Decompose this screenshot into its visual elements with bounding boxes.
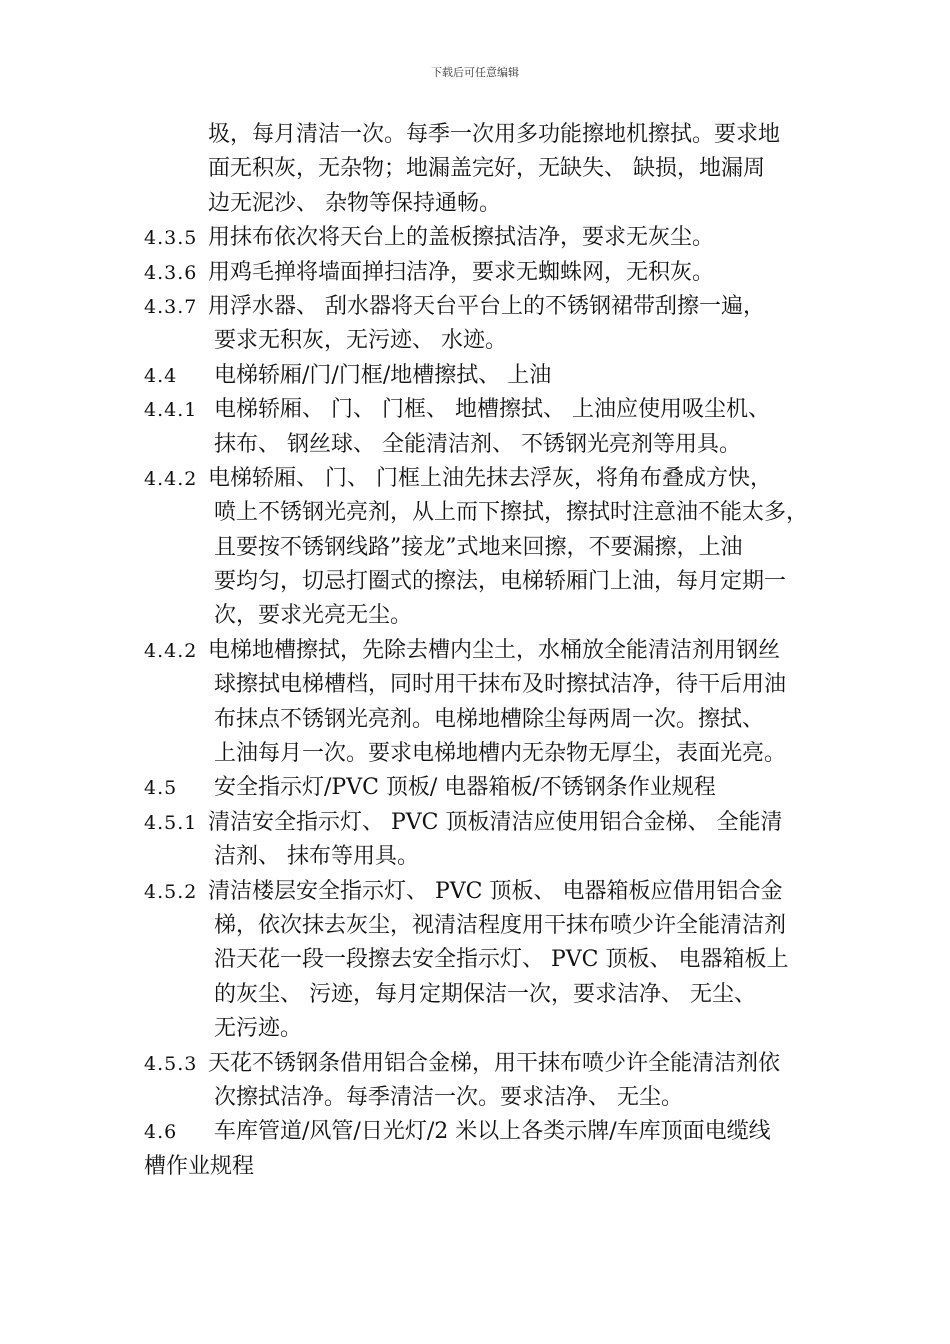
item-text: 用鸡毛掸将墙面掸扫洁净，要求无蜘蛛网，无积灰。 — [208, 259, 715, 285]
text-line — [0, 703, 950, 737]
section-heading-text: 电梯轿厢、 门、 门框、 地槽擦拭、 上油应使用吸尘机、 — [214, 397, 770, 423]
section-number: 4.3.5 — [144, 227, 198, 250]
line-text: 次，要求光亮无尘。 — [214, 603, 413, 629]
line-text: 球擦拭电梯槽档，同时用干抹布及时擦拭洁净，待干后用油 — [214, 672, 787, 698]
text-line — [0, 634, 950, 668]
text-line — [0, 875, 950, 909]
line-text: 且要按不锈钢线路”接龙”式地来回擦，不要漏擦，上油 — [214, 534, 743, 560]
text-line — [0, 978, 950, 1012]
line-text: 洁剂、 抹布等用具。 — [214, 844, 419, 870]
text-line — [0, 221, 950, 255]
section-number: 4.4 — [144, 364, 178, 387]
line-text: 布抹点不锈钢光亮剂。电梯地槽除尘每两周一次。擦拭、 — [214, 706, 765, 732]
section-number: 4.3.7 — [144, 295, 198, 318]
line-text: 上油每月一次。要求电梯地槽内无杂物无厚尘，表面光亮。 — [214, 741, 787, 767]
item-text: 天花不锈钢条借用铝合金梯，用干抹布喷少许全能清洁剂依 — [208, 1050, 781, 1076]
section-heading-text: 电梯轿厢/门/门框/地槽擦拭、 上油 — [214, 362, 552, 388]
text-line — [0, 806, 950, 840]
section-number: 4.6 — [144, 1121, 178, 1144]
text-line — [0, 393, 950, 427]
line-text: 槽作业规程 — [144, 1153, 255, 1179]
document-body — [0, 118, 950, 1184]
text-line — [0, 1012, 950, 1046]
text-line — [0, 256, 950, 290]
section-number: 4.4.2 — [144, 467, 198, 490]
text-line — [0, 187, 950, 221]
text-line — [0, 359, 950, 393]
line-text: 要均匀，切忌打圈式的擦法，电梯轿厢门上油，每月定期一 — [214, 569, 787, 595]
section-number: 4.5 — [144, 777, 178, 800]
text-line — [0, 840, 950, 874]
text-line — [0, 462, 950, 496]
line-text: 抹布、 钢丝球、 全能清洁剂、 不锈钢光亮剂等用具。 — [214, 431, 741, 457]
text-line — [0, 771, 950, 805]
line-text: 无污迹。 — [214, 1016, 303, 1042]
line-text: 次擦拭洁净。每季清洁一次。要求洁净、 无尘。 — [214, 1084, 683, 1110]
text-line — [0, 428, 950, 462]
section-number: 4.4.2 — [144, 639, 198, 662]
section-heading-text: 安全指示灯/PVC 顶板/ 电器箱板/不锈钢条作业规程 — [214, 775, 716, 801]
line-text: 圾，每月清洁一次。每季一次用多功能擦地机擦拭。要求地 — [208, 122, 781, 147]
section-heading-text: 车库管道/风管/日光灯/2 米以上各类示牌/车库顶面电缆线 — [214, 1119, 771, 1145]
text-line — [0, 324, 950, 358]
text-line — [0, 1081, 950, 1115]
line-text: 梯，依次抹去灰尘，视清洁程度用干抹布喷少许全能清洁剂 — [214, 912, 787, 938]
text-line — [0, 290, 950, 324]
text-line — [0, 1150, 950, 1184]
item-text: 用抹布依次将天台上的盖板擦拭洁净，要求无灰尘。 — [208, 225, 715, 251]
item-text: 用浮水器、 刮水器将天台平台上的不锈钢裙带刮擦一遍， — [208, 293, 765, 319]
text-line — [0, 943, 950, 977]
text-line — [0, 668, 950, 702]
section-number: 4.4.1 — [144, 399, 198, 422]
text-line — [0, 118, 950, 152]
line-text: 要求无积灰，无污迹、 水迹。 — [214, 328, 507, 354]
line-text: 边无泥沙、 杂物等保持通畅。 — [208, 190, 501, 216]
section-number: 4.3.6 — [144, 261, 198, 284]
text-line — [0, 152, 950, 186]
line-text: 的灰尘、 污迹，每月定期保洁一次，要求洁净、 无尘、 — [214, 981, 756, 1007]
section-number: 4.5.1 — [144, 811, 198, 834]
text-line — [0, 531, 950, 565]
item-text: 电梯地槽擦拭，先除去槽内尘土，水桶放全能清洁剂用钢丝 — [208, 637, 781, 663]
item-text: 清洁楼层安全指示灯、 PVC 顶板、 电器箱板应借用铝合金 — [208, 878, 783, 904]
text-line — [0, 599, 950, 633]
section-number: 4.5.2 — [144, 880, 198, 903]
text-line — [0, 496, 950, 530]
line-text: 面无积灰，无杂物；地漏盖完好，无缺失、 缺损，地漏周 — [208, 156, 765, 182]
item-text: 清洁安全指示灯、 PVC 顶板清洁应使用铝合金梯、 全能清 — [208, 809, 783, 835]
line-text: 沿天花一段一段擦去安全指示灯、 PVC 顶板、 电器箱板上 — [214, 947, 789, 973]
page-header: 下载后可任意编辑 — [431, 66, 519, 79]
item-text: 电梯轿厢、 门、 门框上油先抹去浮灰，将角布叠成方快， — [208, 465, 772, 491]
text-line — [0, 1115, 950, 1149]
line-text: 喷上不锈钢光亮剂，从上而下擦拭，擦拭时注意油不能太多， — [214, 500, 809, 526]
section-number: 4.5.3 — [144, 1052, 198, 1075]
text-line — [0, 565, 950, 599]
text-line — [0, 1047, 950, 1081]
text-line — [0, 737, 950, 771]
text-line — [0, 909, 950, 943]
